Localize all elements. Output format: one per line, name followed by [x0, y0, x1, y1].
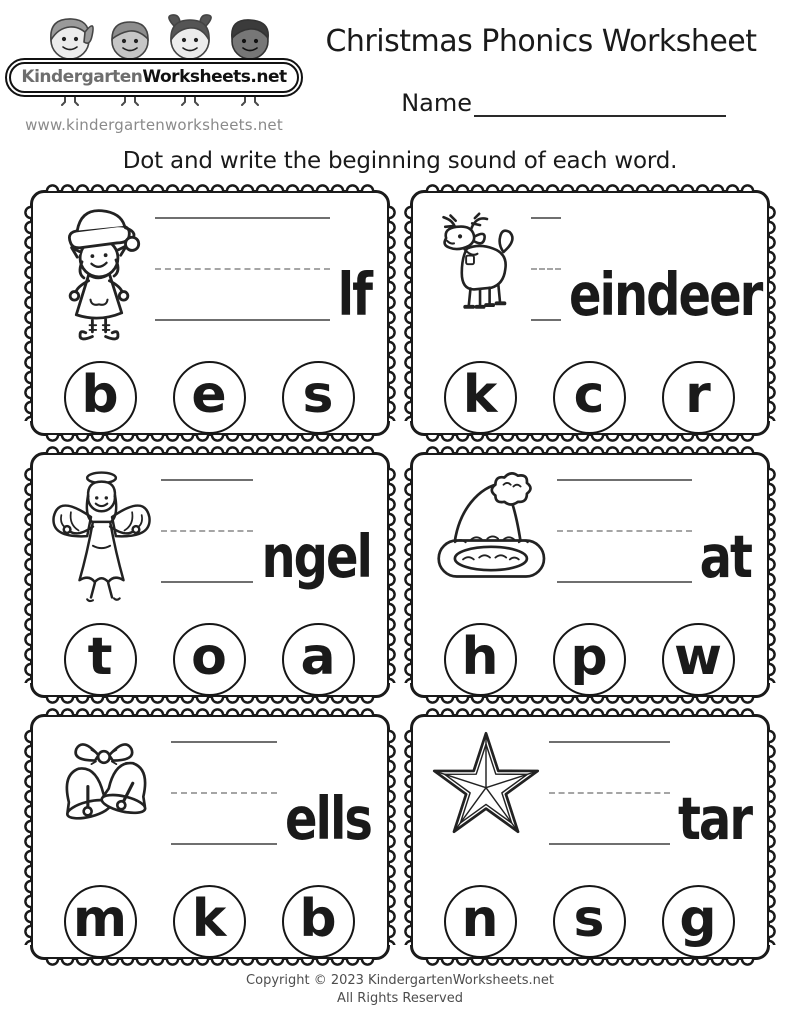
writing-line-top [161, 479, 253, 481]
letter-option: k [191, 888, 227, 949]
letter-choice [64, 361, 137, 434]
letter-choice [553, 885, 626, 958]
logo-banner-text-regular: Kindergarten [21, 67, 143, 87]
rights-line: All Rights Reserved [337, 990, 463, 1006]
letter-choice [662, 361, 735, 434]
writing-line-middle [171, 792, 277, 794]
letter-option: e [191, 364, 227, 425]
letter-choice [553, 623, 626, 696]
letter-option: m [72, 888, 128, 949]
letter-option: s [573, 888, 605, 949]
letter-option: w [673, 626, 723, 687]
letter-choice [662, 885, 735, 958]
word-suffix: eindeer [569, 261, 762, 330]
letter-option: o [191, 626, 227, 687]
writing-line-middle [161, 530, 253, 532]
scallop-edge-bottom [425, 959, 755, 967]
cards-grid [30, 190, 770, 960]
scallop-edge-bottom [45, 959, 375, 967]
card-frame [30, 714, 390, 960]
card-bells [30, 714, 390, 960]
scallop-edge-top [425, 707, 755, 715]
writing-lines [557, 479, 692, 583]
letter-choice [64, 885, 137, 958]
writing-line-top [549, 741, 670, 743]
logo [21, 10, 287, 134]
letter-option: g [679, 888, 717, 949]
scallop-edge-bottom [425, 697, 755, 705]
letter-option: r [685, 364, 711, 425]
letter-choices [47, 623, 371, 696]
logo-banner-text-bold: Worksheets.net [142, 67, 287, 87]
letter-option: h [461, 626, 499, 687]
header [0, 0, 800, 134]
scallop-edge-left [23, 205, 31, 421]
card-frame [410, 714, 770, 960]
scallop-edge-left [23, 729, 31, 945]
letter-choice [662, 623, 735, 696]
writing-line-middle [531, 268, 561, 270]
letter-choice [282, 361, 355, 434]
word-suffix: ells [284, 785, 371, 854]
card-reindeer [410, 190, 770, 436]
scallop-edge-right [389, 729, 397, 945]
letter-choice [444, 885, 517, 958]
name-blank-line [474, 89, 726, 117]
writing-line-bottom [531, 319, 561, 321]
letter-choice [282, 623, 355, 696]
writing-line-top [531, 217, 561, 219]
writing-line-bottom [161, 581, 253, 583]
elf-image [47, 201, 151, 351]
scallop-edge-right [389, 205, 397, 421]
writing-line-bottom [155, 319, 330, 321]
letter-choices [427, 361, 751, 434]
scallop-edge-left [403, 205, 411, 421]
letter-choice [173, 623, 246, 696]
letter-choice [553, 361, 626, 434]
scallop-edge-top [45, 707, 375, 715]
letter-choice [444, 361, 517, 434]
writing-line-bottom [557, 581, 692, 583]
bells-image [47, 725, 167, 875]
letter-option: s [302, 364, 334, 425]
word-suffix: at [699, 523, 751, 592]
scallop-edge-left [403, 467, 411, 683]
writing-lines [531, 217, 561, 321]
santa-hat-image [427, 463, 553, 613]
card-frame [410, 190, 770, 436]
scallop-edge-right [769, 205, 777, 421]
name-field [401, 89, 726, 117]
letter-choices [427, 885, 751, 958]
instruction-text: Dot and write the beginning sound of each word. [122, 148, 678, 174]
copyright-line: Copyright © 2023 KindergartenWorksheets.net [246, 973, 554, 988]
letter-choice [173, 361, 246, 434]
writing-line-middle [155, 268, 330, 270]
name-label: Name [401, 89, 472, 117]
letter-choices [427, 623, 751, 696]
letter-option: n [461, 888, 499, 949]
card-santa-hat [410, 452, 770, 698]
logo-kids-illustration [34, 10, 274, 64]
logo-feet-illustration [34, 97, 274, 108]
writing-line-middle [557, 530, 692, 532]
card-frame [30, 452, 390, 698]
writing-lines [549, 741, 670, 845]
star-image [427, 725, 545, 875]
letter-choice [64, 623, 137, 696]
scallop-edge-right [769, 729, 777, 945]
scallop-edge-right [769, 467, 777, 683]
scallop-edge-bottom [45, 697, 375, 705]
card-frame [30, 190, 390, 436]
writing-line-top [557, 479, 692, 481]
scallop-edge-top [45, 183, 375, 191]
writing-lines [161, 479, 253, 583]
letter-choices [47, 361, 371, 434]
scallop-edge-top [425, 183, 755, 191]
writing-line-bottom [549, 843, 670, 845]
angel-image [47, 463, 157, 613]
scallop-edge-top [425, 445, 755, 453]
letter-option: c [573, 364, 605, 425]
scallop-edge-top [45, 445, 375, 453]
word-suffix: tar [677, 785, 751, 854]
card-angel [30, 452, 390, 698]
letter-option: p [570, 626, 608, 687]
scallop-edge-left [23, 467, 31, 683]
writing-line-top [155, 217, 330, 219]
footer [0, 972, 800, 1007]
header-right [280, 10, 772, 134]
scallop-edge-left [403, 729, 411, 945]
reindeer-image [427, 201, 527, 351]
scallop-edge-bottom [425, 435, 755, 443]
logo-url: www.kindergartenworksheets.net [25, 116, 283, 134]
letter-choices [47, 885, 371, 958]
word-suffix: lf [337, 261, 371, 330]
letter-option: b [299, 888, 337, 949]
letter-option: a [300, 626, 336, 687]
writing-line-middle [549, 792, 670, 794]
letter-option: t [87, 626, 113, 687]
scallop-edge-bottom [45, 435, 375, 443]
logo-banner [5, 58, 302, 97]
card-elf [30, 190, 390, 436]
letter-option: k [462, 364, 498, 425]
letter-option: b [81, 364, 119, 425]
scallop-edge-right [389, 467, 397, 683]
card-frame [410, 452, 770, 698]
writing-lines [155, 217, 330, 321]
letter-choice [282, 885, 355, 958]
word-suffix: ngel [261, 523, 371, 592]
writing-lines [171, 741, 277, 845]
writing-line-bottom [171, 843, 277, 845]
page-title: Christmas Phonics Worksheet [325, 24, 757, 59]
letter-choice [444, 623, 517, 696]
writing-line-top [171, 741, 277, 743]
letter-choice [173, 885, 246, 958]
card-star [410, 714, 770, 960]
